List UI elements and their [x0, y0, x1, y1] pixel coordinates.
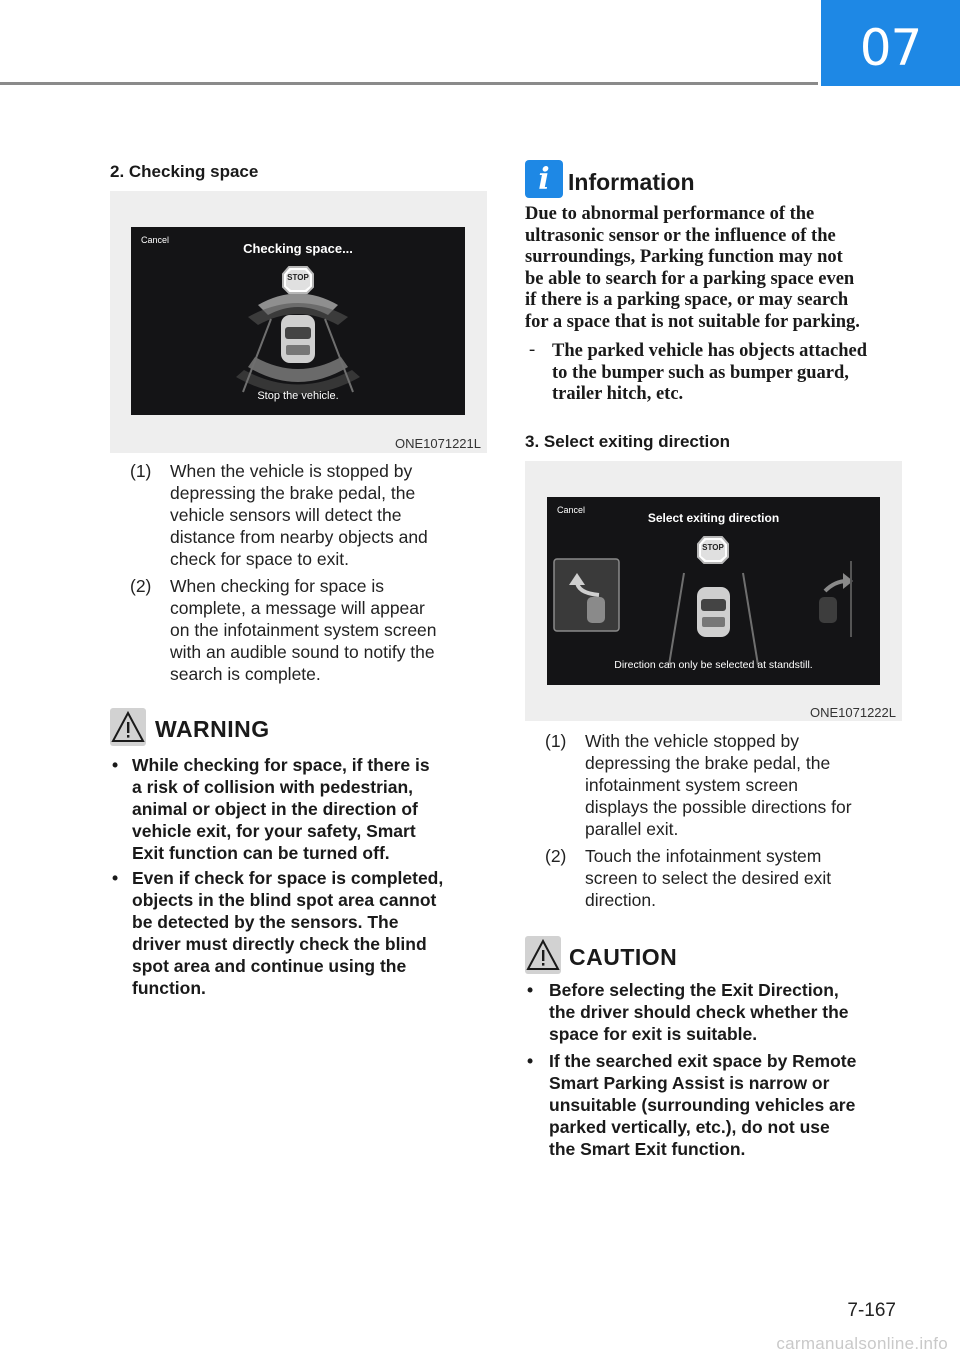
caution-line: the driver should check whether the [549, 1002, 849, 1022]
step-number: (1) [130, 461, 152, 481]
step-item [545, 730, 905, 850]
info-line: if there is a parking space, or may search [525, 290, 849, 310]
warning-line: animal or object in the direction of [132, 799, 418, 819]
stop-label: STOP [702, 543, 724, 552]
figure-checking-space [110, 191, 487, 453]
step-number: (1) [545, 731, 567, 751]
caution-line: unsuitable (surrounding vehicles are [549, 1095, 856, 1115]
step-line: Touch the infotainment system [585, 846, 822, 866]
step-line: infotainment system screen [585, 775, 799, 795]
warning-line: Exit function can be turned off. [132, 843, 390, 863]
figure-code: ONE1071222L [809, 705, 896, 720]
information-paragraph [525, 204, 910, 333]
page-number: 7-167 [847, 1300, 896, 1321]
info-line: surroundings, Parking function may not [525, 247, 843, 267]
caution-line: the Smart Exit function. [549, 1139, 746, 1159]
step-line: depressing the brake pedal, the [170, 483, 416, 503]
info-line: The parked vehicle has objects attached [552, 341, 867, 361]
warning-bullet-item [112, 754, 492, 869]
warning-bullet-item [112, 867, 492, 1007]
warning-line: driver must directly check the blind [132, 934, 427, 954]
step-line: When checking for space is [170, 576, 384, 596]
caution-line: Smart Parking Assist is narrow or [549, 1073, 830, 1093]
caution-bullet-item [527, 1050, 907, 1165]
parking-sensor-graphic [131, 227, 465, 415]
screen-bottom-text: Direction can only be selected at standstill. [614, 659, 813, 671]
information-title: Information [568, 169, 695, 195]
step-line: distance from nearby objects and [170, 527, 428, 547]
cancel-label: Cancel [141, 235, 170, 245]
step-line: check for space to exit. [170, 549, 349, 569]
screen-bottom-text: Stop the vehicle. [257, 390, 339, 402]
warning-icon-box [110, 708, 146, 746]
infotainment-screen [131, 227, 465, 415]
section-heading-checking-space: 2. Checking space [110, 162, 259, 181]
warning-line: spot area and continue using the [132, 956, 407, 976]
warning-title: WARNING [155, 716, 270, 742]
step-line: parallel exit. [585, 819, 679, 839]
left-exit-option [554, 559, 619, 631]
step-line: complete, a message will appear [170, 598, 425, 618]
caution-bullet-item [527, 979, 907, 1049]
step-line: displays the possible directions for [585, 797, 852, 817]
step-number: (2) [130, 576, 152, 596]
warning-line: be detected by the sensors. The [132, 912, 399, 932]
info-line: for a space that is not suitable for parking. [525, 311, 860, 332]
step-line: With the vehicle stopped by [585, 731, 800, 751]
info-line: be able to search for a parking space even [525, 268, 855, 289]
header-rule [0, 82, 818, 85]
step-item [545, 845, 905, 925]
step-line: direction. [585, 890, 657, 910]
warning-triangle-icon [110, 708, 146, 746]
info-line: Due to abnormal performance of the [525, 204, 815, 224]
warning-line: function. [132, 978, 206, 998]
caution-line: Before selecting the Exit Direction, [549, 980, 839, 1000]
caution-icon-box [525, 936, 561, 974]
step-item [130, 460, 490, 580]
warning-line: Even if check for space is completed, [132, 868, 444, 888]
information-dash-item [552, 341, 912, 406]
step-number: (2) [545, 846, 567, 866]
figure-code: ONE1071221L [394, 436, 481, 451]
infotainment-screen [547, 497, 880, 685]
bullet-dot: • [527, 1051, 534, 1071]
step-line: on the infotainment system screen [170, 620, 437, 640]
step-line: with an audible sound to notify the [170, 642, 435, 662]
bullet-dot: • [527, 980, 534, 1000]
section-heading-select-exiting-direction: 3. Select exiting direction [525, 432, 731, 451]
step-line: search is complete. [170, 664, 321, 684]
info-line: ultrasonic sensor or the influence of the [525, 225, 836, 246]
bullet-dot: • [112, 755, 119, 775]
step-line: vehicle sensors will detect the [170, 505, 402, 525]
stop-label: STOP [287, 273, 309, 282]
step-item [130, 575, 490, 695]
site-watermark: carmanualsonline.info [776, 1334, 948, 1353]
bullet-dot: • [112, 868, 119, 888]
step-line: depressing the brake pedal, the [585, 753, 831, 773]
warning-line: vehicle exit, for your safety, Smart [132, 821, 416, 841]
figure-select-direction [525, 461, 902, 721]
caution-line: If the searched exit space by Remote [549, 1051, 857, 1071]
car-icon [697, 587, 730, 637]
screen-title: Checking space... [243, 241, 353, 256]
caution-triangle-icon [525, 936, 561, 974]
caution-line: parked vertically, etc.), do not use [549, 1117, 830, 1137]
info-line: to the bumper such as bumper guard, [552, 362, 849, 383]
chapter-tab: 07 [821, 0, 960, 86]
step-line: screen to select the desired exit [585, 868, 832, 888]
info-dash: - [529, 340, 536, 360]
info-icon: i [525, 160, 563, 198]
screen-title: Select exiting direction [647, 511, 780, 525]
caution-line: space for exit is suitable. [549, 1024, 758, 1044]
info-line: trailer hitch, etc. [552, 384, 684, 404]
caution-title: CAUTION [569, 944, 678, 970]
warning-line: a risk of collision with pedestrian, [132, 777, 414, 797]
warning-line: While checking for space, if there is [132, 755, 430, 775]
cancel-label: Cancel [557, 505, 586, 515]
warning-line: objects in the blind spot area cannot [132, 890, 437, 910]
exit-direction-graphic [547, 497, 880, 685]
step-line: When the vehicle is stopped by [170, 461, 413, 481]
